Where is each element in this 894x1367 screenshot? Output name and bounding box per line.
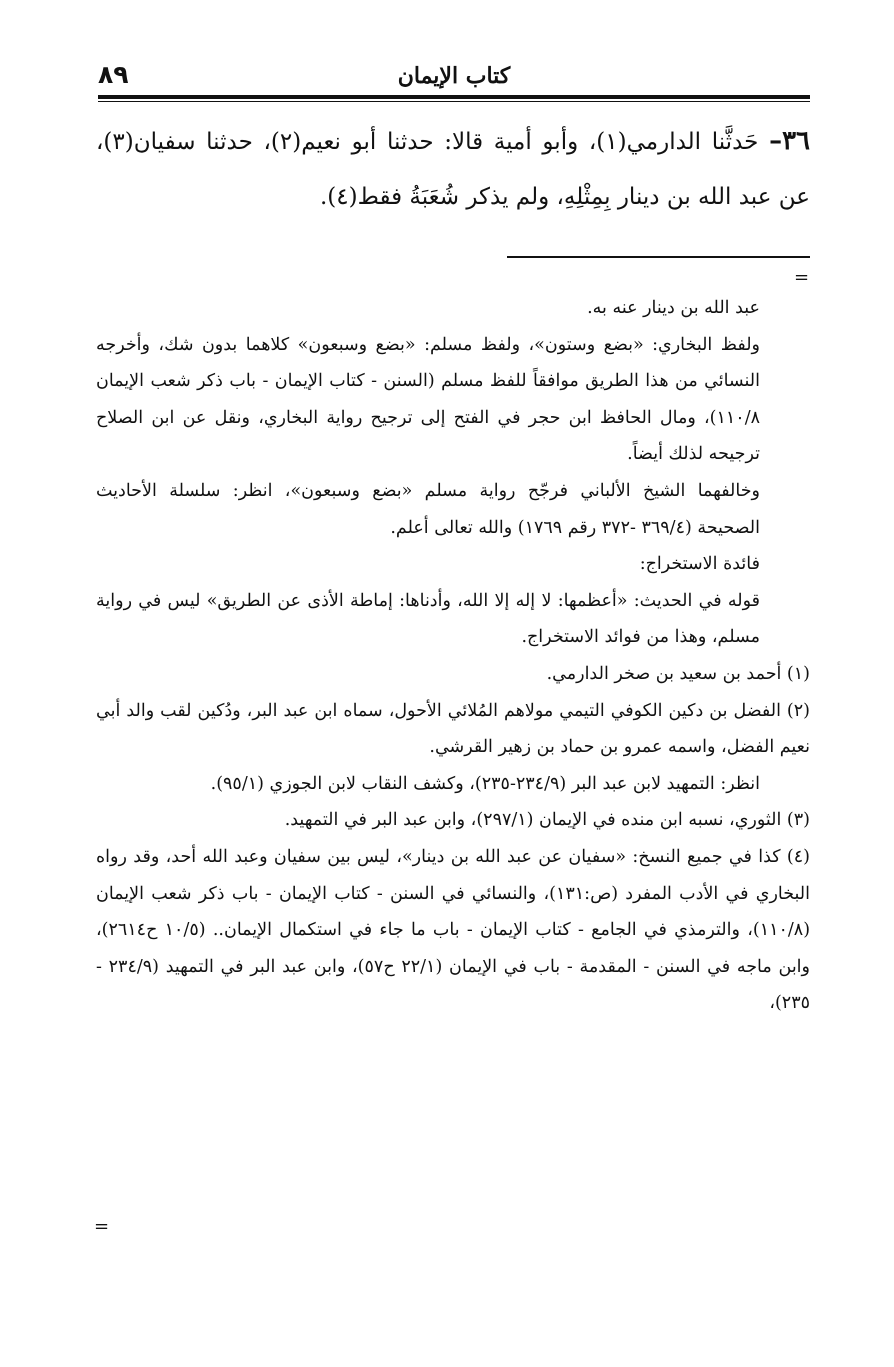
hadith-text: حَدثَّنا الدارمي(١)، وأبو أمية قالا: حدثنا أبو نعيم(٢)، حدثنا سفيان(٣)، عن عبد الله بن دينار بِمِثْلِهِ، ولم يذكر شُعَبَةُ فقط(٤). [96, 129, 810, 210]
hadith-number: ٣٦– [769, 126, 810, 156]
footnote-paragraph: ولفظ البخاري: «بضع وستون»، ولفظ مسلم: «بضع وسبعون» كلاهما بدون شك، وأخرجه النسائي من هذا الطريق موافقاً للفظ مسلم (السنن - كتاب الإيمان - باب ذكر شعب الإيمان ١١٠/٨)، ومال الحافظ ابن حجر في الفتح إلى ترجيح رواية البخاري، ونقل عن ابن الصلاح ترجيحه لذلك أيضاً. [96, 334, 760, 465]
hadith-paragraph [96, 114, 810, 225]
page-header [98, 60, 810, 92]
page-number: ٨٩ [98, 60, 129, 89]
header-rule-thin [98, 101, 810, 102]
footnotes-block [96, 290, 810, 1022]
footnote-paragraph: فائدة الاستخراج: [639, 554, 760, 575]
footnote-2-reference: انظر: التمهيد لابن عبد البر (٢٣٤/٩-٢٣٥)، وكشف النقاب لابن الجوزي (٩٥/١). [210, 773, 760, 794]
header-rule-thick [98, 95, 810, 99]
footnote-paragraph: قوله في الحديث: «أعظمها: لا إله إلا الله، وأدناها: إماطة الأذى عن الطريق» ليس في رواية مسلم، وهذا من فوائد الاستخراج. [96, 590, 760, 648]
footnote-1: (١) أحمد بن سعيد بن صخر الدارمي. [546, 663, 810, 684]
footnote-paragraph: عبد الله بن دينار عنه به. [587, 298, 760, 318]
continuation-mark-top: = [794, 267, 810, 288]
footnote-separator [507, 256, 810, 258]
chapter-title: كتاب الإيمان [397, 63, 511, 89]
footnote-4: (٤) كذا في جميع النسخ: «سفيان عن عبد الله بن دينار»، ليس بين سفيان وعبد الله أحد، وقد رواه البخاري في الأدب المفرد (ص:١٣١)، والنسائي في السنن - كتاب الإيمان - باب ذكر شعب الإيمان (١١٠/٨)، والترمذي في الجامع - كتاب الإيمان - باب ما جاء في استكمال الإيمان.. (١٠/٥ ح٢٦١٤)، وابن ماجه في السنن - المقدمة - باب في الإيمان (٢٢/١ ح٥٧)، وابن عبد البر في التمهيد (٢٣٤/٩ - ٢٣٥)، [96, 846, 811, 1014]
continuation-mark-bottom: = [94, 1216, 110, 1237]
footnote-3: (٣) الثوري، نسبه ابن منده في الإيمان (٢٩٧/١)، وابن عبد البر في التمهيد. [284, 810, 810, 831]
footnote-2: (٢) الفضل بن دكين الكوفي التيمي مولاهم المُلائي الأحول، سماه ابن عبد البر، ودُكين لقب والد أبي نعيم الفضل، واسمه عمرو بن حماد بن زهير القرشي. [96, 700, 810, 758]
footnote-paragraph: وخالفهما الشيخ الألباني فرجّح رواية مسلم «بضع وسبعون»، انظر: سلسلة الأحاديث الصحيحة (٣٦٩/٤ -٣٧٢ رقم ١٧٦٩) والله تعالى أعلم. [96, 480, 760, 538]
